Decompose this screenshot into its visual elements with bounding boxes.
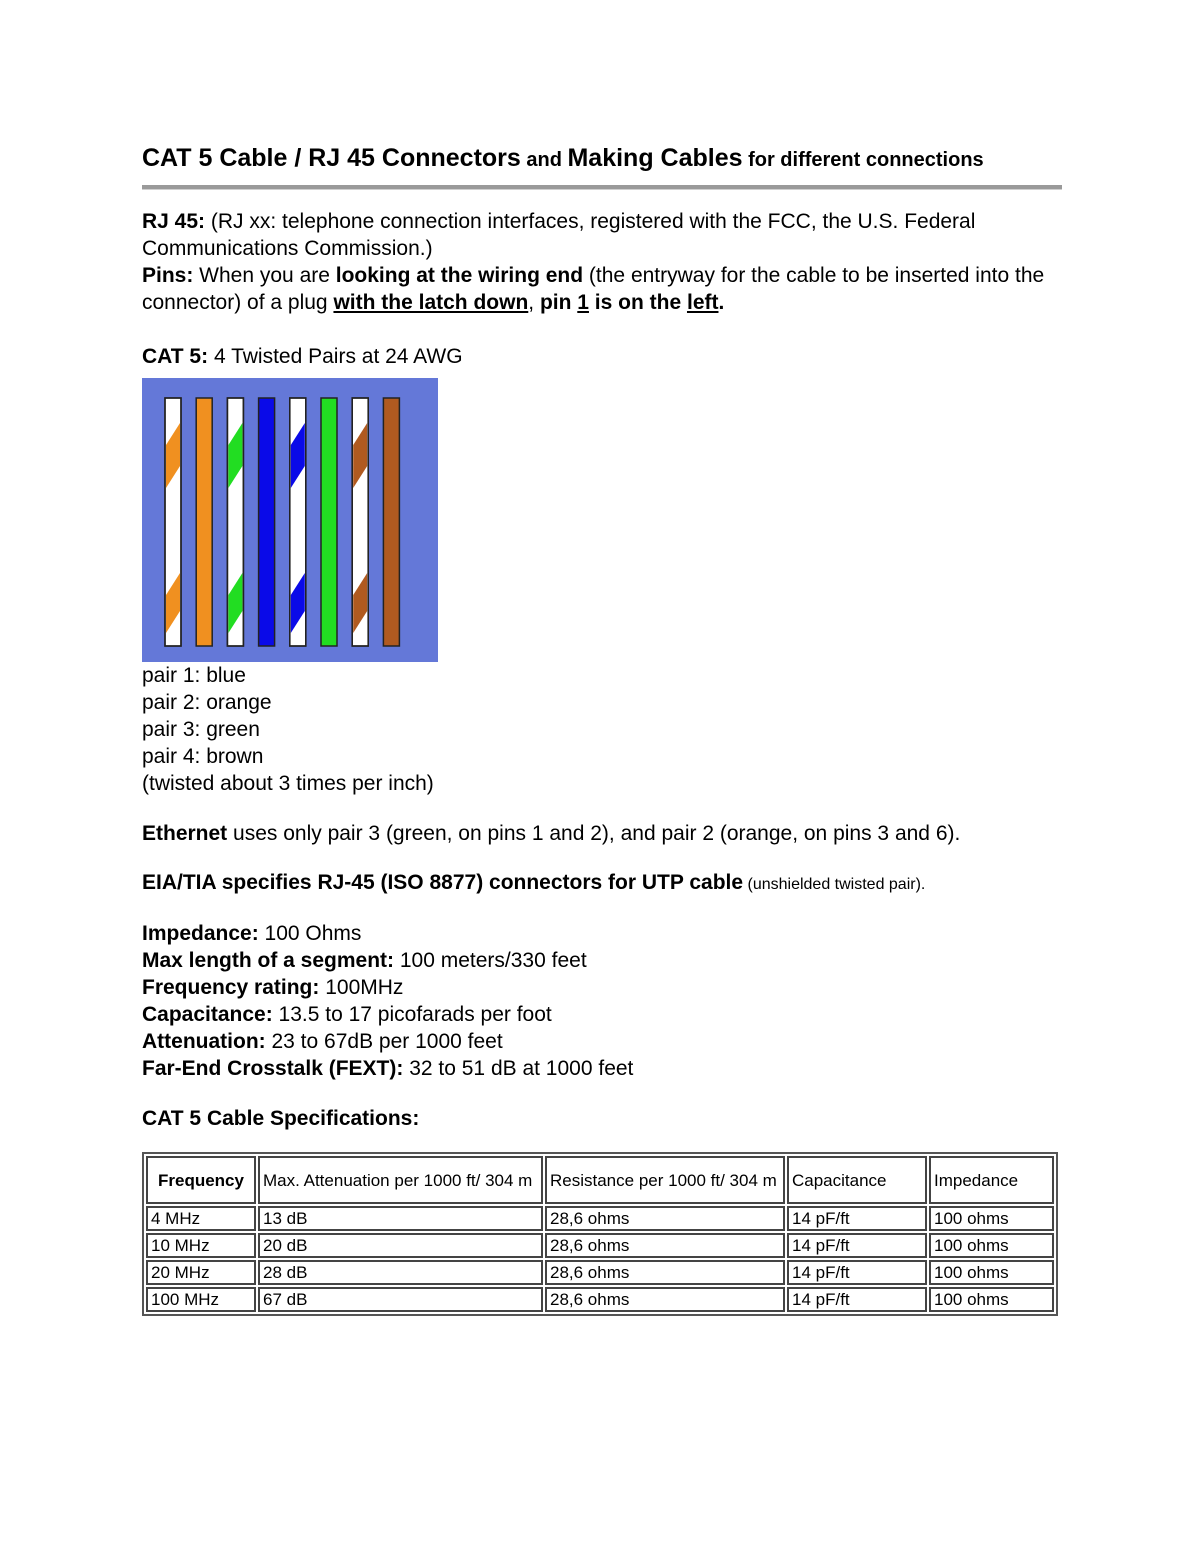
cat5-label: CAT 5: [142, 345, 209, 368]
spec-label: Capacitance: [142, 1003, 273, 1026]
eia-text: (unshielded twisted pair). [743, 876, 926, 893]
wiring-diagram [142, 378, 438, 662]
table-cell: 14 pF/ft [787, 1206, 927, 1231]
table-header-cell: Capacitance [787, 1156, 927, 1204]
table-header-cell: Impedance [929, 1156, 1054, 1204]
pair-line: pair 1: blue [142, 664, 246, 687]
table-cell: 67 dB [258, 1287, 543, 1312]
spec-value: 32 to 51 dB at 1000 feet [403, 1057, 634, 1080]
pins-text-3: , [528, 291, 540, 314]
table-header-cell: Resistance per 1000 ft/ 304 m [545, 1156, 785, 1204]
table-header-row [146, 1156, 1054, 1204]
spec-label: Frequency rating: [142, 976, 320, 999]
spec-value: 13.5 to 17 picofarads per foot [272, 1003, 552, 1026]
table-row [146, 1233, 1054, 1258]
table-cell: 100 ohms [929, 1260, 1054, 1285]
eia-paragraph [142, 869, 1062, 898]
table-cell: 100 MHz [146, 1287, 256, 1312]
spec-line [142, 974, 1062, 1001]
pins-bold-6: left [686, 291, 719, 314]
ethernet-label: Ethernet [142, 822, 228, 845]
spec-value: 23 to 67dB per 1000 feet [265, 1030, 503, 1053]
wire-4 [259, 398, 275, 646]
table-row [146, 1260, 1054, 1285]
page-title [142, 140, 1062, 175]
pins-paragraph [142, 262, 1062, 316]
spec-label: Impedance: [142, 922, 259, 945]
pins-bold-3: pin [539, 291, 578, 314]
spec-line [142, 947, 1062, 974]
table-cell: 20 MHz [146, 1260, 256, 1285]
pins-bold-1: looking at the wiring end [335, 264, 584, 287]
spec-line [142, 1028, 1062, 1055]
table-cell: 14 pF/ft [787, 1260, 927, 1285]
table-cell: 20 dB [258, 1233, 543, 1258]
pair-note: (twisted about 3 times per inch) [142, 772, 434, 795]
wire-1 [165, 398, 181, 646]
title-part-4: for different connections [742, 149, 984, 171]
pins-text-1: When you are [193, 264, 336, 287]
title-part-2: and [520, 149, 568, 171]
table-cell: 13 dB [258, 1206, 543, 1231]
pair-list [142, 662, 1062, 797]
pins-bold-5: is on the [588, 291, 687, 314]
table-header-cell: Max. Attenuation per 1000 ft/ 304 m [258, 1156, 543, 1204]
spec-value: 100 meters/330 feet [394, 949, 587, 972]
wire-7 [352, 398, 368, 646]
table-cell: 28,6 ohms [545, 1260, 785, 1285]
spec-line [142, 1055, 1062, 1082]
pair-line: pair 4: brown [142, 745, 264, 768]
table-cell: 28,6 ohms [545, 1287, 785, 1312]
spec-label: Far-End Crosstalk (FEXT): [142, 1057, 404, 1080]
table-cell: 100 ohms [929, 1206, 1054, 1231]
spec-label: Attenuation: [142, 1030, 266, 1053]
title-part-3: Making Cables [567, 144, 743, 172]
rj45-label: RJ 45: [142, 210, 206, 233]
ethernet-paragraph [142, 820, 1062, 847]
eia-label: EIA/TIA specifies RJ-45 (ISO 8877) connectors for UTP cable [142, 871, 744, 894]
cat5-text: 4 Twisted Pairs at 24 AWG [208, 345, 463, 368]
pins-text-2: (the entryway for the cable to be inserted into the connector) of a plug [142, 264, 1045, 314]
pair-line: pair 2: orange [142, 691, 272, 714]
spec-table [142, 1152, 1058, 1316]
pins-bold-2: with the latch down [333, 291, 529, 314]
pins-label: Pins: [142, 264, 194, 287]
pins-bold-4: 1 [577, 291, 589, 314]
spec-label: Max length of a segment: [142, 949, 395, 972]
title-part-1: CAT 5 Cable / RJ 45 Connectors [142, 144, 521, 172]
table-heading [142, 1105, 1062, 1132]
spec-value: 100 Ohms [258, 922, 362, 945]
cat5-line [142, 343, 1062, 370]
spec-line [142, 920, 1062, 947]
rj45-text: (RJ xx: telephone connection interfaces, registered with the FCC, the U.S. Federal Communications Commission.) [142, 210, 976, 260]
table-row [146, 1206, 1054, 1231]
table-cell: 4 MHz [146, 1206, 256, 1231]
table-cell: 28,6 ohms [545, 1233, 785, 1258]
table-cell: 28,6 ohms [545, 1206, 785, 1231]
table-cell: 28 dB [258, 1260, 543, 1285]
table-row [146, 1287, 1054, 1312]
table-cell: 100 ohms [929, 1233, 1054, 1258]
pair-line: pair 3: green [142, 718, 260, 741]
spec-list [142, 920, 1062, 1082]
spec-line [142, 1001, 1062, 1028]
table-heading-text: CAT 5 Cable Specifications: [142, 1107, 420, 1130]
table-cell: 14 pF/ft [787, 1233, 927, 1258]
wire-2 [196, 398, 212, 646]
wire-8 [383, 398, 399, 646]
wire-3 [227, 398, 243, 646]
wire-5 [290, 398, 306, 646]
ethernet-text: uses only pair 3 (green, on pins 1 and 2), and pair 2 (orange, on pins 3 and 6). [227, 822, 961, 845]
table-cell: 10 MHz [146, 1233, 256, 1258]
document-page [142, 140, 1062, 1316]
pins-bold-7: . [718, 291, 725, 314]
spec-value: 100MHz [319, 976, 404, 999]
table-header-cell: Frequency [146, 1156, 256, 1204]
table-cell: 100 ohms [929, 1287, 1054, 1312]
title-divider [142, 185, 1062, 190]
wire-6 [321, 398, 337, 646]
table-cell: 14 pF/ft [787, 1287, 927, 1312]
rj45-paragraph [142, 208, 1062, 262]
